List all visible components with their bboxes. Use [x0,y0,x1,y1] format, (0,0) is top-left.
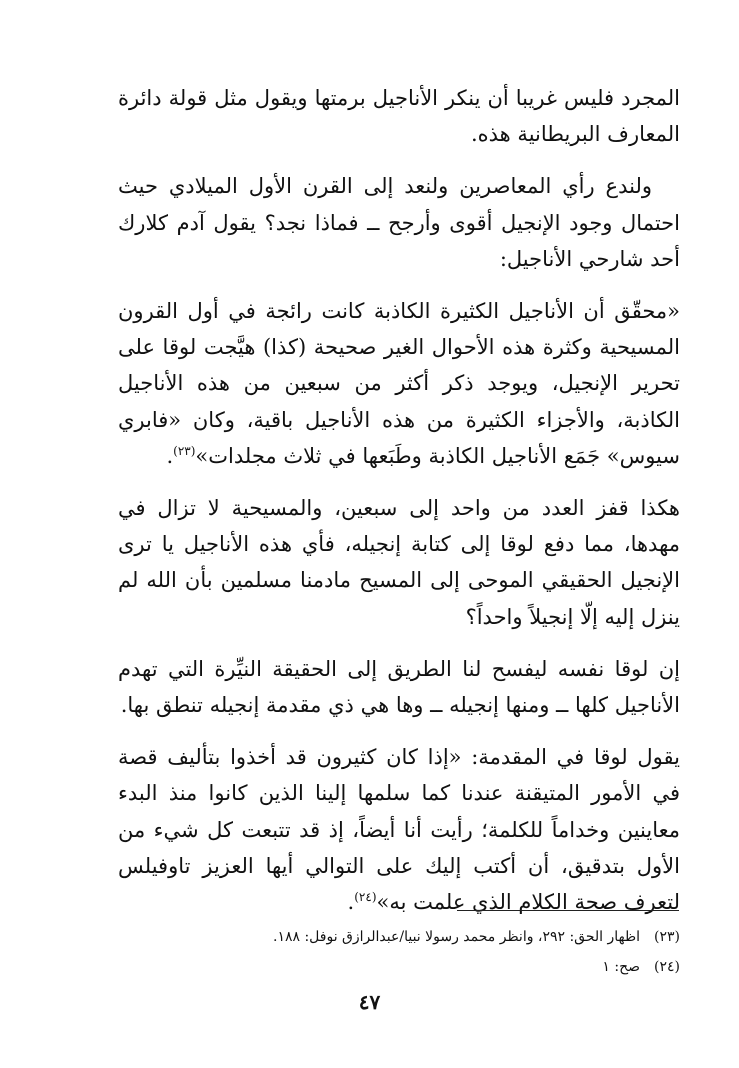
footnote-number: (٢٤) [654,959,680,975]
paragraph-6-text: يقول لوقا في المقدمة: «إذا كان كثيرون قد أخذوا بتأليف قصة في الأمور المتيقنة عندنا كما سلمها إلينا الذين كانوا منذ البدء معاينين وخداماً للكلمة؛ رأيت أنا أيضاً، إذ قد تتبعت كل شيء من الأول بتدقيق، أن أكتب إليك على التوالي أيها العزيز تاوفيلس لتعرف صحة الكلام الذي علمت به» [118,745,680,915]
paragraph-5 [118,651,680,723]
footnote-text: صح: ١ [602,959,641,975]
footnote-ref-23: (٢٣) [173,443,196,458]
paragraph-4 [118,490,680,635]
main-text [118,80,680,936]
paragraph-3-text: «محقّق أن الأناجيل الكثيرة الكاذبة كانت رائجة في أول القرون المسيحية وكثرة هذه الأحوال الغير صحيحة (كذا) هيَّجت لوقا على تحرير الإنجيل، ويوجد ذكر أكثر من سبعين من هذه الأناجيل الكاذبة، والأجزاء الكثيرة من هذه الأناجيل باقية، وكان «فابري سيوس» جَمَع الأناجيل الكاذبة وطَبَعها في ثلاث مجلدات» [118,299,680,468]
footnotes [118,922,680,982]
paragraph-6: يقول لوقا في المقدمة: «إذا كان كثيرون قد أخذوا بتأليف قصة في الأمور المتيقنة عندنا كما سلمها إلينا الذين كانوا منذ البدء معاينين وخداماً للكلمة؛ رأيت أنا أيضاً، إذ قد تتبعت كل شيء من الأول بتدقيق، أن أكتب إليك على التوالي أيها العزيز تاوفيلس لتعرف صحة الكلام الذي علمت به»$^{(٢٤)}$. [118,745,680,915]
paragraph-2 [118,168,680,277]
footnote-number: (٢٣) [654,929,680,945]
paragraph-4-text: هكذا قفز العدد من واحد إلى سبعين، والمسيحية لا تزال في مهدها، مما دفع لوقا إلى كتابة إنجيله، فأي هذه الأناجيل يا ترى الإنجيل الحقيقي الموحى إلى المسيح مادمنا مسلمين بأن الله لم ينزل إليه إلّا إنجيلاً واحداً؟ [118,496,680,629]
paragraph-1 [118,80,680,152]
paragraph-2-text: ولندع رأي المعاصرين ولنعد إلى القرن الأول الميلادي حيث احتمال وجود الإنجيل أقوى وأرجح ــ فماذا نجد؟ يقول آدم كلارك أحد شارحي الأناجيل: [118,174,680,271]
footnote-23 [118,922,680,952]
footnote-ref-24: (٢٤) [354,890,377,905]
paragraph-3-quote: «محقّق أن الأناجيل الكثيرة الكاذبة كانت رائجة في أول القرون المسيحية وكثرة هذه الأحوال الغير صحيحة (كذا) هيَّجت لوقا على تحرير الإنجيل، ويوجد ذكر أكثر من سبعين من هذه الأناجيل الكاذبة، والأجزاء الكثيرة من هذه الأناجيل باقية، وكان «فابري سيوس» جَمَع الأناجيل الكاذبة وطَبَعها في ثلاث مجلدات»$^{(٢٣)}$. [118,299,680,468]
page-number: ٤٧ [358,990,381,1014]
footnote-text: اظهار الحق: ٢٩٢، وانظر محمد رسولا نبيا/عبدالرازق نوفل: ١٨٨. [272,929,641,945]
footnote-24 [118,952,680,982]
paragraph-1-text: المجرد فليس غريبا أن ينكر الأناجيل برمتها ويقول مثل قولة دائرة المعارف البريطانية هذه. [118,86,680,147]
footnote-separator [457,910,679,911]
paragraph-5-text: إن لوقا نفسه ليفسح لنا الطريق إلى الحقيقة النيِّرة التي تهدم الأناجيل كلها ــ ومنها إنجيله ــ وها هي ذي مقدمة إنجيله تنطق بها. [118,656,680,718]
